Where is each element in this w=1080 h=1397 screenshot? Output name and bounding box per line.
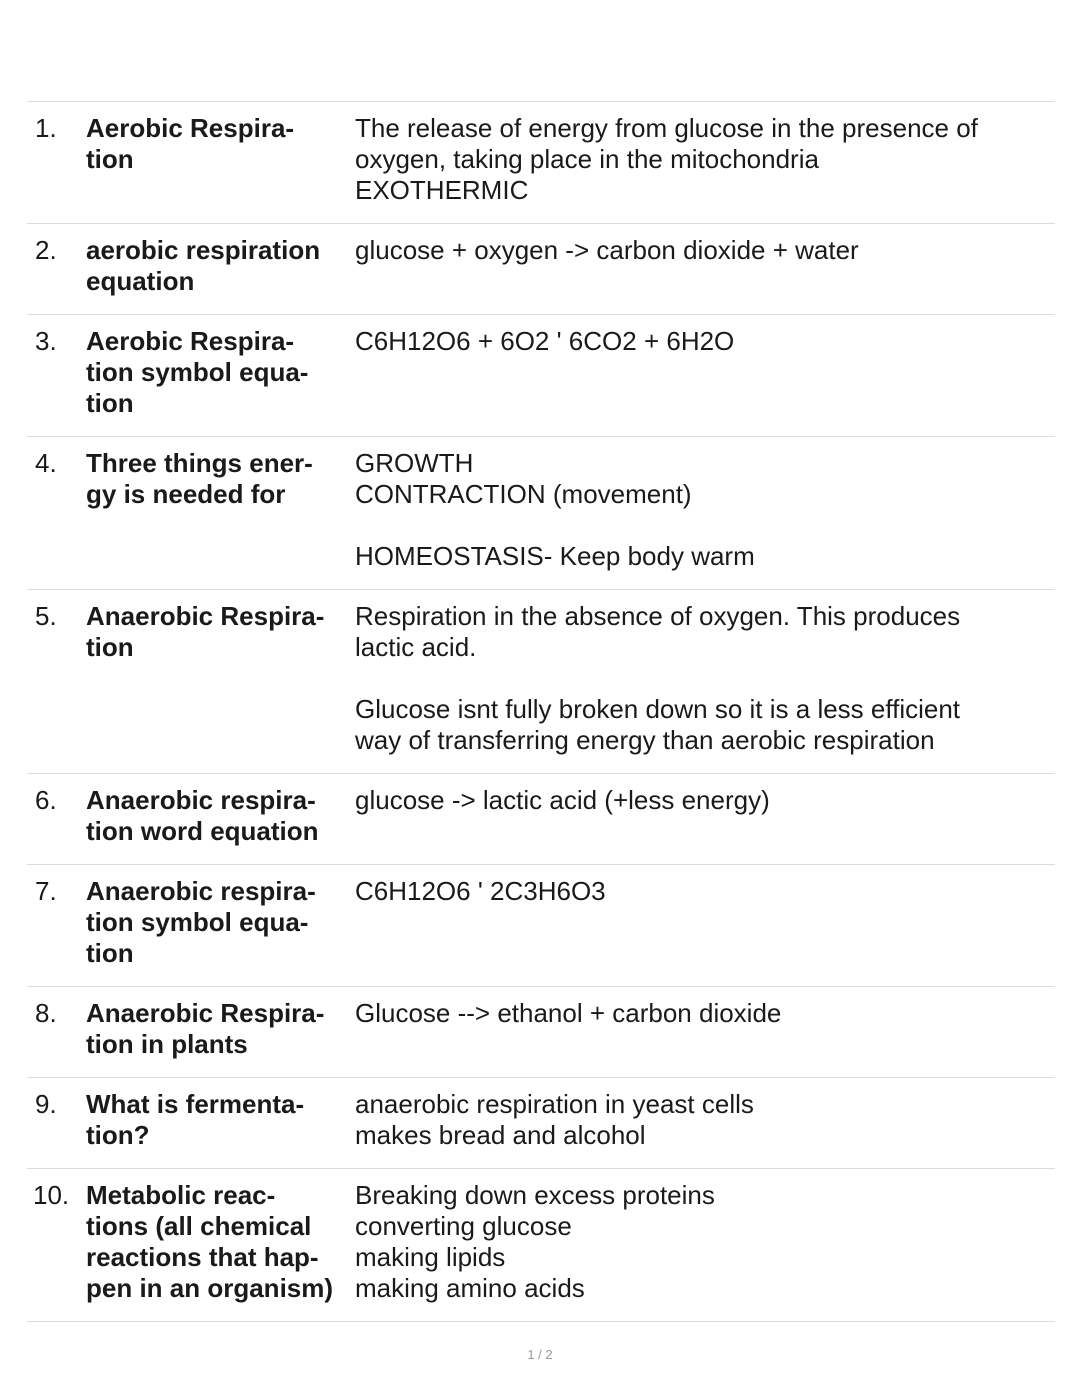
card-row (27, 589, 1055, 773)
card-term (86, 235, 356, 297)
card-row (27, 986, 1055, 1077)
term-line: tion (86, 388, 134, 418)
definition-line: EXOTHERMIC (355, 175, 529, 205)
definition-line: Glucose --> ethanol + carbon dioxide (355, 998, 782, 1028)
term-line: pen in an organism) (86, 1273, 334, 1303)
term-line: Anaerobic Respira- (86, 998, 325, 1028)
card-number: 10. (33, 1180, 70, 1210)
definition-line: lactic acid. (355, 632, 477, 662)
definition-line: C6H12O6 ' 2C3H6O3 (355, 876, 606, 906)
card-definition (355, 235, 1055, 297)
term-line: tion (86, 632, 134, 662)
card-row (27, 1168, 1055, 1322)
term-line: Anaerobic respira- (86, 785, 316, 815)
term-line: tion (86, 938, 134, 968)
card-definition (355, 998, 1055, 1060)
term-line: tions (all chemical (86, 1211, 312, 1241)
definition-spacer (355, 907, 1055, 938)
card-definition (355, 113, 1055, 206)
definition-line: makes bread and alcohol (355, 1120, 646, 1150)
card-row (27, 101, 1055, 223)
card-row (27, 864, 1055, 986)
definition-spacer (355, 266, 1055, 297)
definition-spacer (355, 938, 1055, 969)
card-term (86, 785, 356, 847)
term-line: Metabolic reac- (86, 1180, 276, 1210)
card-term (86, 326, 356, 419)
definition-line: way of transferring energy than aerobic respiration (355, 725, 935, 755)
card-number: 5. (35, 601, 57, 631)
definition-line: CONTRACTION (movement) (355, 479, 692, 509)
term-line: tion symbol equa- (86, 357, 309, 387)
term-line: aerobic respiration (86, 235, 321, 265)
term-line: tion? (86, 1120, 150, 1150)
definition-line: converting glucose (355, 1211, 572, 1241)
card-number: 2. (35, 235, 57, 265)
definition-spacer (355, 663, 1055, 694)
card-number: 9. (35, 1089, 57, 1119)
term-line: equation (86, 266, 195, 296)
card-definition (355, 1180, 1055, 1304)
card-term (86, 448, 356, 510)
definition-line: making amino acids (355, 1273, 585, 1303)
flashcard-list (27, 101, 1055, 1322)
definition-line: anaerobic respiration in yeast cells (355, 1089, 754, 1119)
term-line: Aerobic Respira- (86, 113, 295, 143)
term-line: Anaerobic Respira- (86, 601, 325, 631)
page-number: 1 / 2 (527, 1347, 553, 1362)
card-term (86, 876, 356, 969)
definition-spacer (355, 816, 1055, 847)
term-line: gy is needed for (86, 479, 286, 509)
card-definition (355, 785, 1055, 847)
card-term (86, 1180, 356, 1304)
card-definition (355, 601, 1055, 756)
card-row (27, 223, 1055, 314)
definition-line: glucose + oxygen -> carbon dioxide + water (355, 235, 859, 265)
card-definition (355, 326, 1055, 419)
card-row (27, 436, 1055, 589)
definition-spacer (355, 357, 1055, 388)
term-line: What is fermenta- (86, 1089, 305, 1119)
card-number: 1. (35, 113, 57, 143)
term-line: Three things ener- (86, 448, 313, 478)
card-number: 8. (35, 998, 57, 1028)
term-line: tion (86, 144, 134, 174)
definition-line: GROWTH (355, 448, 474, 478)
term-line: Aerobic Respira- (86, 326, 295, 356)
definition-line: Glucose isnt fully broken down so it is a less efficient (355, 694, 961, 724)
definition-line: Respiration in the absence of oxygen. This produces (355, 601, 961, 631)
definition-spacer (355, 1029, 1055, 1060)
card-definition (355, 876, 1055, 969)
definition-spacer (355, 510, 1055, 541)
definition-line: Breaking down excess proteins (355, 1180, 715, 1210)
definition-line: The release of energy from glucose in the presence of (355, 113, 978, 143)
card-number: 4. (35, 448, 57, 478)
card-row (27, 1077, 1055, 1168)
card-row (27, 773, 1055, 864)
term-line: tion symbol equa- (86, 907, 309, 937)
definition-spacer (355, 388, 1055, 419)
definition-line: HOMEOSTASIS- Keep body warm (355, 541, 755, 571)
definition-line: glucose -> lactic acid (+less energy) (355, 785, 770, 815)
term-line: tion word equation (86, 816, 319, 846)
definition-line: oxygen, taking place in the mitochondria (355, 144, 819, 174)
card-number: 3. (35, 326, 57, 356)
card-definition (355, 1089, 1055, 1151)
term-line: Anaerobic respira- (86, 876, 316, 906)
card-number: 7. (35, 876, 57, 906)
card-term (86, 1089, 356, 1151)
card-definition (355, 448, 1055, 572)
card-term (86, 998, 356, 1060)
definition-line: C6H12O6 + 6O2 ' 6CO2 + 6H2O (355, 326, 735, 356)
card-number: 6. (35, 785, 57, 815)
term-line: reactions that hap- (86, 1242, 319, 1272)
card-row (27, 314, 1055, 436)
card-term (86, 601, 356, 663)
definition-line: making lipids (355, 1242, 506, 1272)
card-term (86, 113, 356, 175)
term-line: tion in plants (86, 1029, 248, 1059)
